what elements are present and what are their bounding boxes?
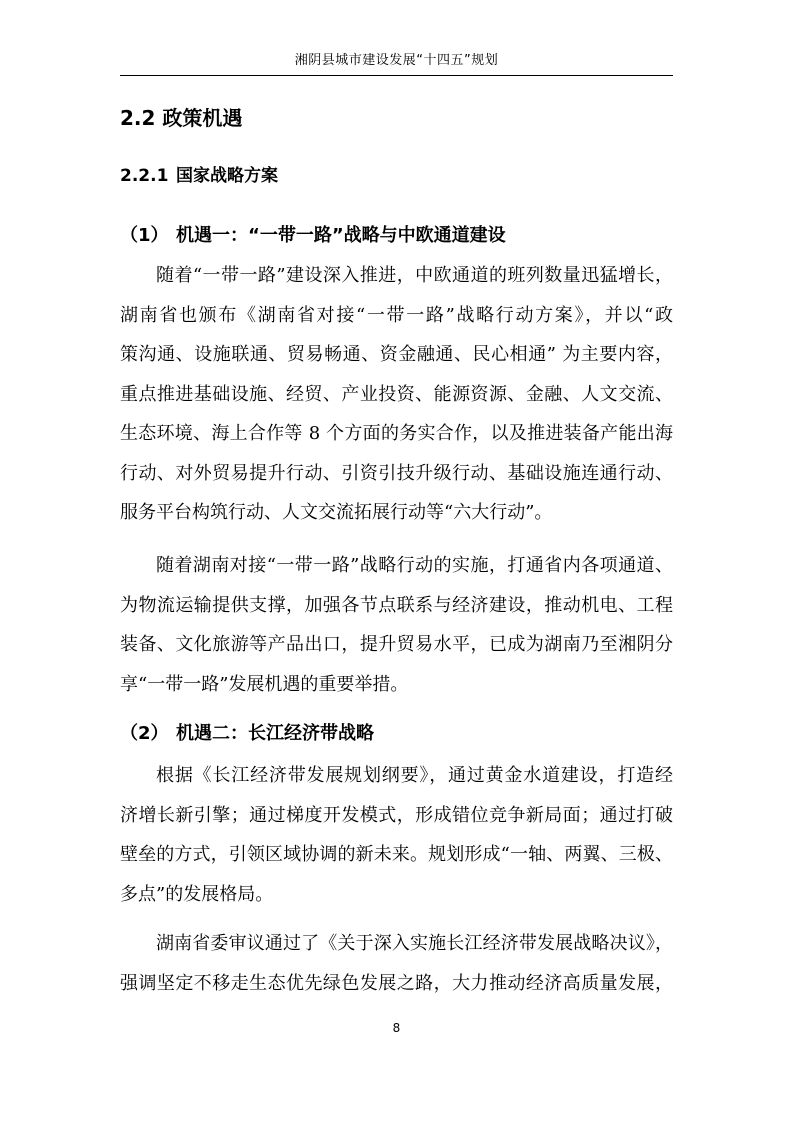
item-number-2: （2） <box>120 723 169 744</box>
paragraph-line: 重点推进基础设施、经贸、产业投资、能源资源、金融、人文交流、 <box>120 383 673 405</box>
paragraph-3 <box>120 756 673 914</box>
item-number-1: （1） <box>120 225 169 246</box>
section-heading: 2.2 政策机遇 <box>120 106 243 130</box>
paragraph-4 <box>120 924 673 1003</box>
paragraph-line: 生态环境、海上合作等 8 个方面的务实合作，以及推进装备产能出海 <box>120 423 673 444</box>
running-header: 湘阴县城市建设发展“十四五”规划 <box>294 53 499 68</box>
item-title-2: 机遇二：长江经济带战略 <box>176 723 374 744</box>
item-heading-2 <box>120 720 374 748</box>
subsection-title: 国家战略方案 <box>176 166 278 186</box>
paragraph-line: 湖南省也颁布《湖南省对接“一带一路”战略行动方案》，并以“政 <box>120 304 673 326</box>
item-heading-1 <box>120 222 506 250</box>
paragraph-line: 湖南省委审议通过了《关于深入实施长江经济带发展战略决议》， <box>156 933 673 954</box>
page-number: 8 <box>392 1021 401 1035</box>
header-divider <box>120 75 673 76</box>
subsection-heading <box>120 162 278 190</box>
paragraph-line: 济增长新引擎；通过梯度开发模式，形成错位竞争新局面；通过打破 <box>120 804 673 826</box>
paragraph-line: 行动、对外贸易提升行动、引资引技升级行动、基础设施连通行动、 <box>120 462 673 484</box>
paragraph-line: 为物流运输提供支撑，加强各节点联系与经济建设，推动机电、工程 <box>120 594 673 616</box>
subsection-number: 2.2.1 <box>120 166 169 186</box>
paragraph-line: 壁垒的方式，引领区域协调的新未来。规划形成“一轴、两翼、三极、 <box>120 844 673 865</box>
paragraph-line: 服务平台构筑行动、人文交流拓展行动等“六大行动”。 <box>120 502 553 523</box>
paragraph-2 <box>120 546 673 704</box>
paragraph-1 <box>120 256 673 533</box>
paragraph-line: 装备、文化旅游等产品出口，提升贸易水平，已成为湖南乃至湘阴分 <box>120 634 673 655</box>
paragraph-line: 享“一带一路”发展机遇的重要举措。 <box>120 673 409 695</box>
paragraph-line: 策沟通、设施联通、贸易畅通、资金融通、民心相通” 为主要内容， <box>120 344 673 365</box>
paragraph-line: 随着“一带一路”建设深入推进，中欧通道的班列数量迅猛增长， <box>156 265 673 286</box>
paragraph-line: 强调坚定不移走生态优先绿色发展之路，大力推动经济高质量发展， <box>120 972 673 994</box>
paragraph-line: 多点”的发展格局。 <box>120 883 274 905</box>
paragraph-line: 随着湖南对接“一带一路”战略行动的实施，打通省内各项通道、 <box>156 555 673 576</box>
item-title-1: 机遇一：“一带一路”战略与中欧通道建设 <box>176 225 506 246</box>
paragraph-line: 根据《长江经济带发展规划纲要》，通过黄金水道建设，打造经 <box>156 765 673 786</box>
